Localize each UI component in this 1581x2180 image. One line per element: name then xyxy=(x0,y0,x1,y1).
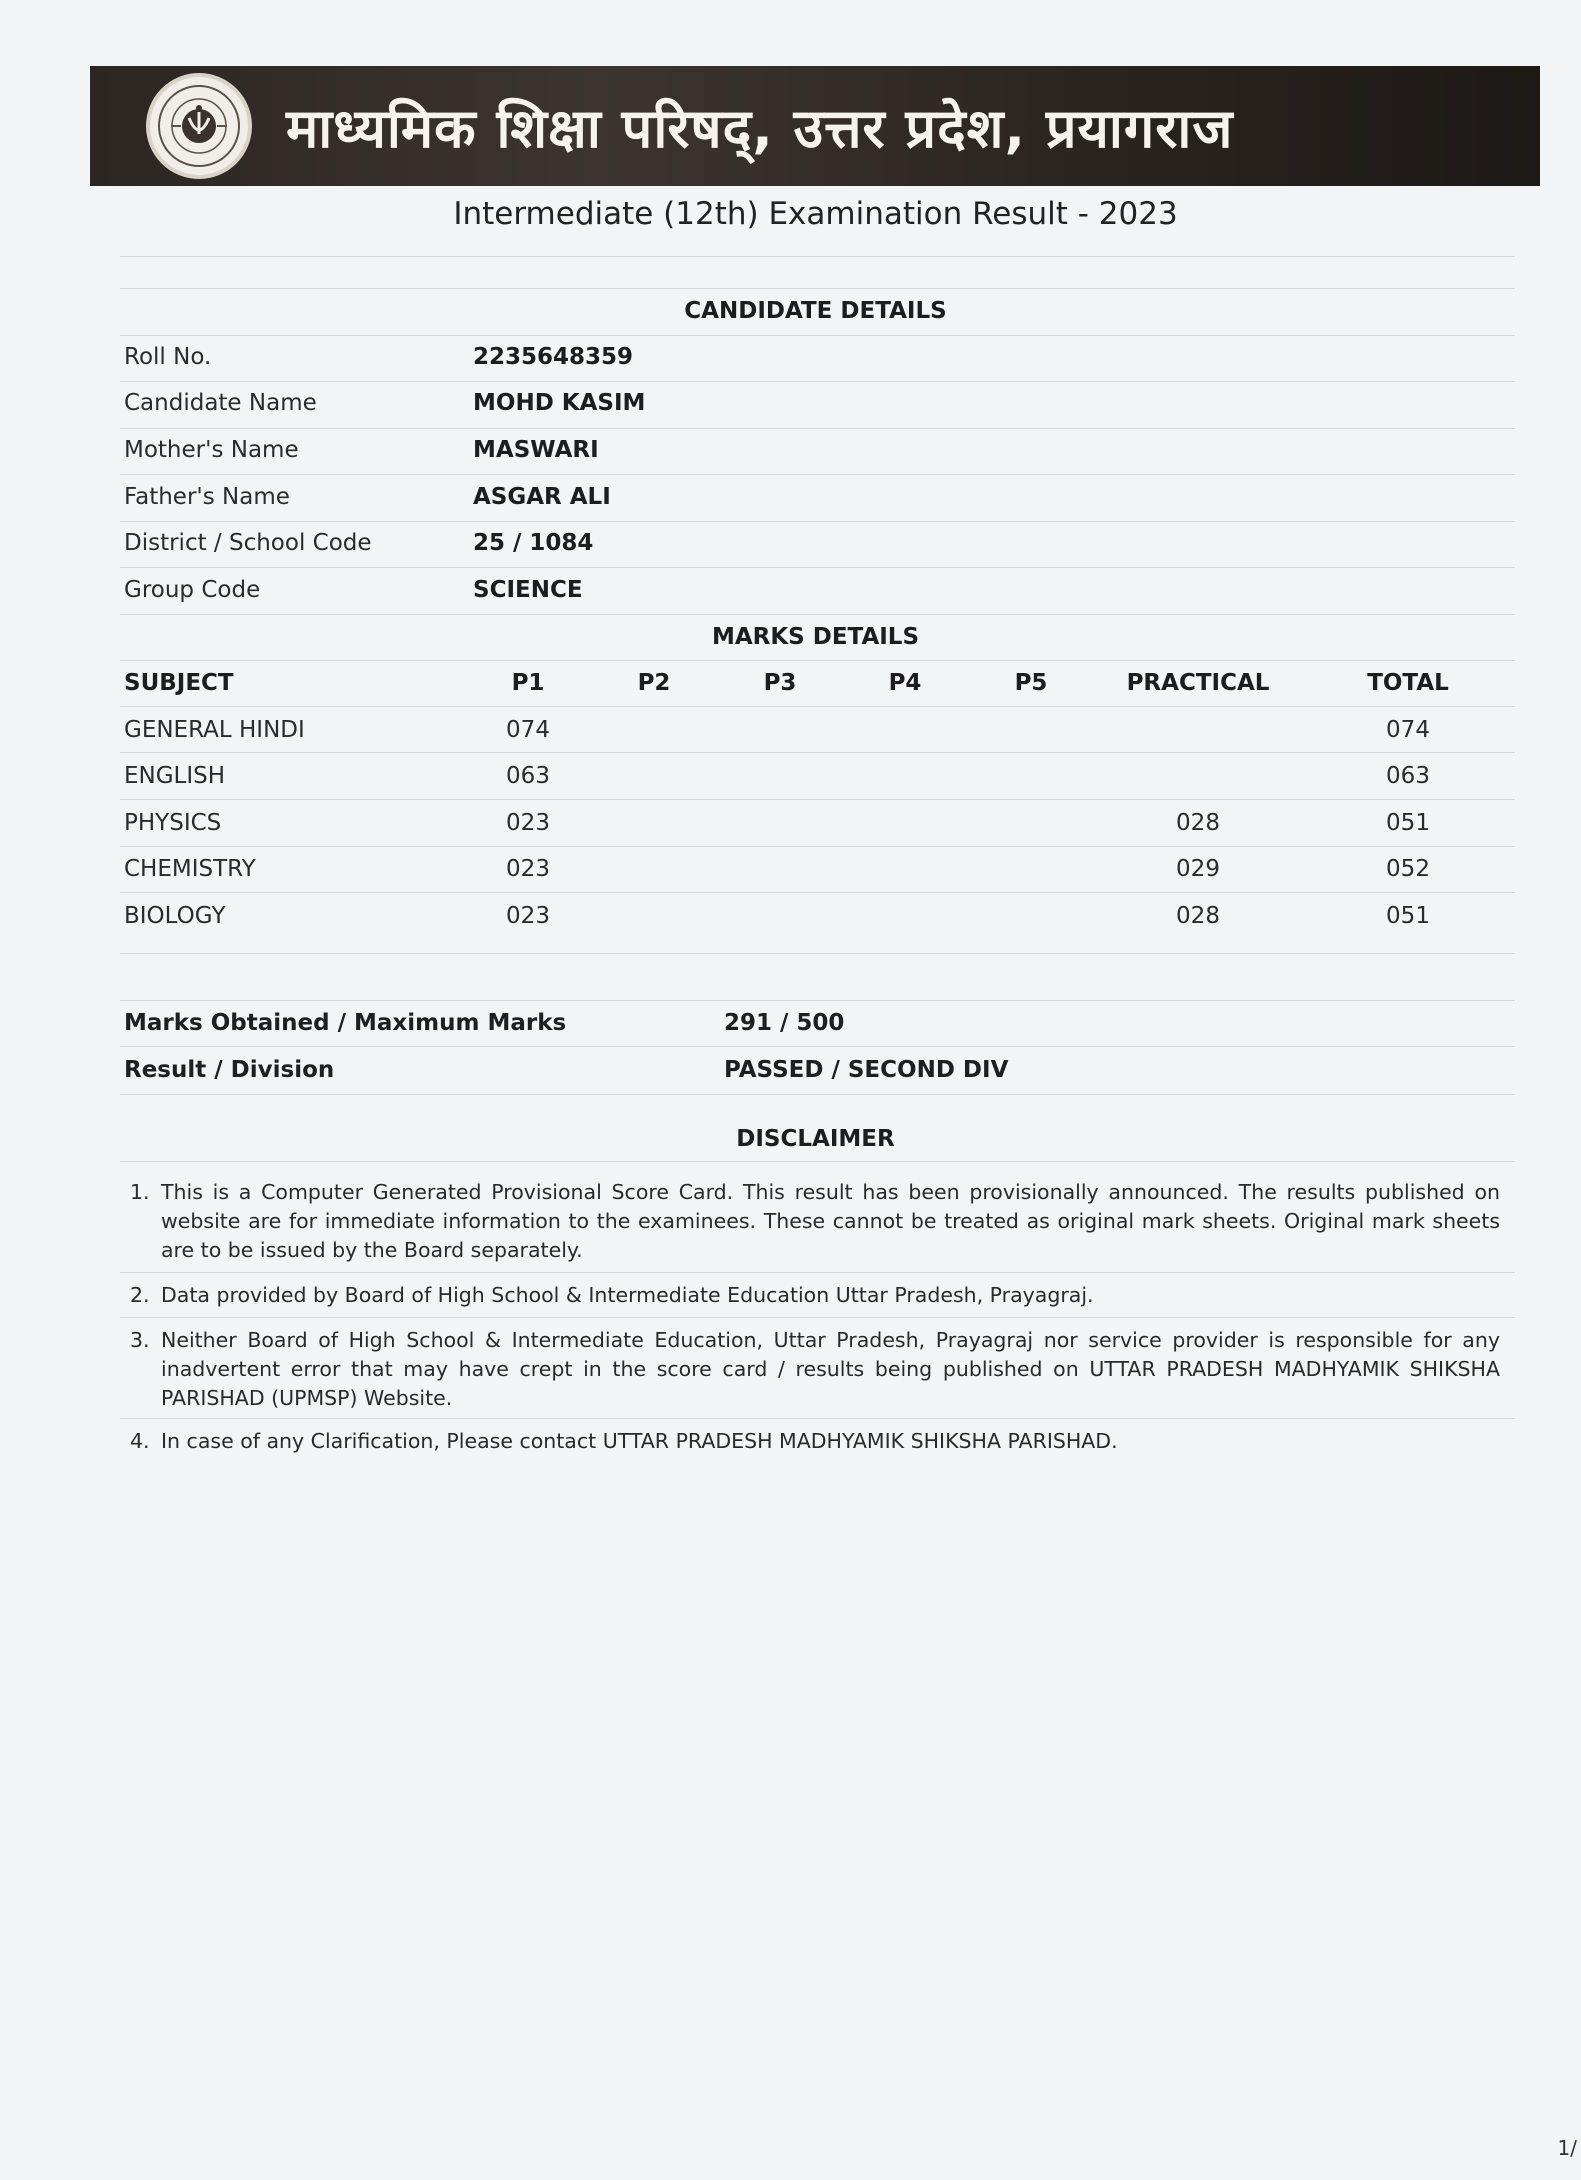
upmsp-seal-icon xyxy=(146,73,252,179)
marks-obtained-value: 291 / 500 xyxy=(724,1010,845,1036)
row-practical: 028 xyxy=(1176,810,1220,836)
disclaimer-number: 4. xyxy=(130,1429,150,1453)
roll-no-label: Roll No. xyxy=(124,344,212,370)
row-total: 074 xyxy=(1386,717,1430,743)
mother-name-label: Mother's Name xyxy=(124,437,299,463)
disclaimer-item xyxy=(130,1427,1500,1456)
mother-name-value: MASWARI xyxy=(473,437,599,463)
board-name-title: माध्यमिक शिक्षा परिषद्, उत्तर प्रदेश, प्रयागराज xyxy=(286,97,1234,160)
disclaimer-item xyxy=(130,1178,1500,1265)
row-practical: 028 xyxy=(1176,903,1220,929)
marks-obtained-label: Marks Obtained / Maximum Marks xyxy=(124,1010,567,1036)
divider xyxy=(120,1272,1515,1273)
divider xyxy=(120,660,1515,661)
disclaimer-text: In case of any Clarification, Please contact UTTAR PRADESH MADHYAMIK SHIKSHA PARISHAD. xyxy=(161,1429,1118,1453)
page-number: 1/ xyxy=(1557,2136,1577,2160)
disclaimer-heading: DISCLAIMER xyxy=(736,1126,895,1152)
divider xyxy=(120,846,1515,847)
result-division-label: Result / Division xyxy=(124,1057,335,1083)
disclaimer-text: Data provided by Board of High School & Intermediate Education Uttar Pradesh, Prayagraj. xyxy=(161,1283,1094,1307)
col-p2-header: P2 xyxy=(637,670,671,696)
row-p1: 074 xyxy=(506,717,550,743)
divider xyxy=(120,1000,1515,1001)
disclaimer-text: This is a Computer Generated Provisional Score Card. This result has been provisionally announced. The results published on website are for immediate information to the examinees. These cannot be treated as original mark sheets. Original mark sheets are to be issued by the Board separately. xyxy=(161,1180,1500,1262)
divider xyxy=(120,1418,1515,1419)
father-name-value: ASGAR ALI xyxy=(473,484,611,510)
col-p4-header: P4 xyxy=(888,670,922,696)
disclaimer-item xyxy=(130,1281,1500,1310)
col-p1-header: P1 xyxy=(511,670,545,696)
row-p1: 063 xyxy=(506,763,550,789)
row-total: 051 xyxy=(1386,810,1430,836)
divider xyxy=(120,256,1515,257)
row-subject: BIOLOGY xyxy=(124,903,226,929)
header-banner xyxy=(90,66,1540,186)
col-total-header: TOTAL xyxy=(1367,670,1449,696)
divider xyxy=(120,706,1515,707)
disclaimer-number: 3. xyxy=(130,1328,150,1352)
row-p1: 023 xyxy=(506,856,550,882)
divider xyxy=(120,381,1515,382)
disclaimer-number: 1. xyxy=(130,1180,150,1204)
divider xyxy=(120,1046,1515,1047)
divider xyxy=(120,953,1515,954)
candidate-name-value: MOHD KASIM xyxy=(473,390,646,416)
divider xyxy=(120,1317,1515,1318)
divider xyxy=(120,752,1515,753)
divider xyxy=(120,567,1515,568)
disclaimer-text: Neither Board of High School & Intermediate Education, Uttar Pradesh, Prayagraj nor service provider is responsible for any inadvertent error that may have crept in the score card / results being published on UTTAR PRADESH MADHYAMIK SHIKSHA PARISHAD (UPMSP) Website. xyxy=(161,1328,1500,1410)
marks-details-heading: MARKS DETAILS xyxy=(711,624,920,650)
divider xyxy=(120,521,1515,522)
row-subject: GENERAL HINDI xyxy=(124,717,305,743)
divider xyxy=(120,288,1515,289)
disclaimer-number: 2. xyxy=(130,1283,150,1307)
school-code-label: District / School Code xyxy=(124,530,372,556)
father-name-label: Father's Name xyxy=(124,484,290,510)
divider xyxy=(120,1094,1515,1095)
disclaimer-item xyxy=(130,1326,1500,1413)
row-subject: PHYSICS xyxy=(124,810,222,836)
row-p1: 023 xyxy=(506,903,550,929)
divider xyxy=(120,1161,1515,1162)
col-practical-header: PRACTICAL xyxy=(1126,670,1270,696)
row-total: 063 xyxy=(1386,763,1430,789)
row-total: 051 xyxy=(1386,903,1430,929)
divider xyxy=(120,799,1515,800)
exam-title: Intermediate (12th) Examination Result - 2023 xyxy=(453,196,1178,232)
col-subject-header: SUBJECT xyxy=(124,670,234,696)
row-p1: 023 xyxy=(506,810,550,836)
divider xyxy=(120,428,1515,429)
divider xyxy=(120,474,1515,475)
candidate-details-heading: CANDIDATE DETAILS xyxy=(684,298,947,324)
row-subject: ENGLISH xyxy=(124,763,226,789)
school-code-value: 25 / 1084 xyxy=(473,530,594,556)
col-p3-header: P3 xyxy=(763,670,797,696)
row-subject: CHEMISTRY xyxy=(124,856,256,882)
group-code-label: Group Code xyxy=(124,577,261,603)
candidate-name-label: Candidate Name xyxy=(124,390,317,416)
divider xyxy=(120,892,1515,893)
divider xyxy=(120,335,1515,336)
divider xyxy=(120,614,1515,615)
group-code-value: SCIENCE xyxy=(473,577,583,603)
row-total: 052 xyxy=(1386,856,1430,882)
row-practical: 029 xyxy=(1176,856,1220,882)
col-p5-header: P5 xyxy=(1014,670,1048,696)
result-division-value: PASSED / SECOND DIV xyxy=(724,1057,1009,1083)
roll-no-value: 2235648359 xyxy=(473,344,634,370)
